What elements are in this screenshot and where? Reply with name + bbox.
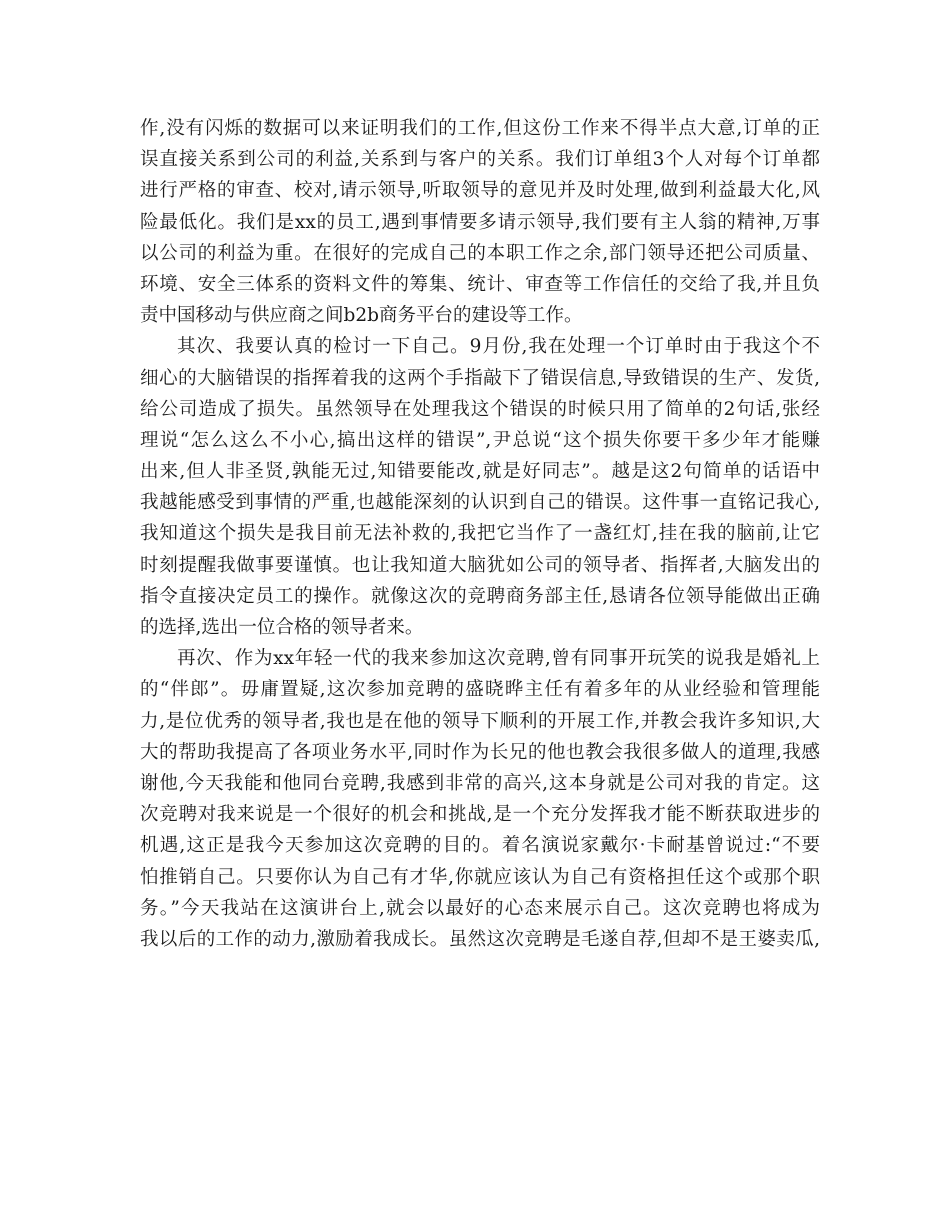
text-line: 环境、安全三体系的资料文件的筹集、统计、审查等工作信任的交给了我,并且负 bbox=[140, 273, 820, 295]
text-line: 指令直接决定员工的操作。就像这次的竞聘商务部主任,恳请各位领导能做出正确 bbox=[140, 585, 820, 607]
text-line: 我知道这个损失是我目前无法补救的,我把它当作了一盏红灯,挂在我的脑前,让它 bbox=[140, 523, 820, 545]
text-line: 的“伴郎”。毋庸置疑,这次参加竞聘的盛晓晔主任有着多年的从业经验和管理能 bbox=[140, 679, 820, 701]
text-line: 进行严格的审查、校对,请示领导,听取领导的意见并及时处理,做到利益最大化,风 bbox=[140, 180, 820, 202]
text-line: 细心的大脑错误的指挥着我的这两个手指敲下了错误信息,导致错误的生产、发货, bbox=[140, 367, 820, 389]
text-line: 责中国移动与供应商之间b2b商务平台的建设等工作。 bbox=[140, 305, 583, 327]
text-line: 我以后的工作的动力,激励着我成长。虽然这次竞聘是毛遂自荐,但却不是王婆卖瓜, bbox=[140, 928, 820, 950]
document-body bbox=[140, 113, 820, 955]
text-line: 出来,但人非圣贤,孰能无过,知错要能改,就是好同志”。越是这2句简单的话语中 bbox=[140, 461, 820, 483]
text-line: 误直接关系到公司的利益,关系到与客户的关系。我们订单组3个人对每个订单都 bbox=[140, 149, 820, 171]
text-line: 机遇,这正是我今天参加这次竞聘的目的。着名演说家戴尔·卡耐基曾说过:“不要 bbox=[140, 835, 820, 857]
text-line: 谢他,今天我能和他同台竞聘,我感到非常的高兴,这本身就是公司对我的肯定。这 bbox=[140, 772, 820, 794]
paragraph-first-line: 其次、我要认真的检讨一下自己。9月份,我在处理一个订单时由于我这个不 bbox=[177, 336, 820, 358]
text-line: 大的帮助我提高了各项业务水平,同时作为长兄的他也教会我很多做人的道理,我感 bbox=[140, 741, 820, 763]
text-line: 我越能感受到事情的严重,也越能深刻的认识到自己的错误。这件事一直铭记我心, bbox=[140, 492, 820, 514]
text-line: 怕推销自己。只要你认为自己有才华,你就应该认为自己有资格担任这个或那个职 bbox=[140, 866, 820, 888]
text-line: 次竞聘对我来说是一个很好的机会和挑战,是一个充分发挥我才能不断获取进步的 bbox=[140, 804, 820, 826]
text-line: 务。”今天我站在这演讲台上,就会以最好的心态来展示自己。这次竞聘也将成为 bbox=[140, 897, 820, 919]
text-line: 理说“怎么这么不小心,搞出这样的错误”,尹总说“这个损失你要干多少年才能赚 bbox=[140, 429, 820, 451]
text-line: 险最低化。我们是xx的员工,遇到事情要多请示领导,我们要有主人翁的精神,万事 bbox=[140, 211, 820, 233]
text-line: 时刻提醒我做事要谨慎。也让我知道大脑犹如公司的领导者、指挥者,大脑发出的 bbox=[140, 554, 820, 576]
text-line: 力,是位优秀的领导者,我也是在他的领导下顺利的开展工作,并教会我许多知识,大 bbox=[140, 710, 820, 732]
text-line: 给公司造成了损失。虽然领导在处理我这个错误的时候只用了简单的2句话,张经 bbox=[140, 398, 820, 420]
text-line: 以公司的利益为重。在很好的完成自己的本职工作之余,部门领导还把公司质量、 bbox=[140, 242, 820, 264]
text-line: 的选择,选出一位合格的领导者来。 bbox=[140, 617, 424, 638]
paragraph-first-line: 再次、作为xx年轻一代的我来参加这次竞聘,曾有同事开玩笑的说我是婚礼上 bbox=[177, 648, 820, 670]
text-line: 作,没有闪烁的数据可以来证明我们的工作,但这份工作来不得半点大意,订单的正 bbox=[140, 118, 820, 139]
